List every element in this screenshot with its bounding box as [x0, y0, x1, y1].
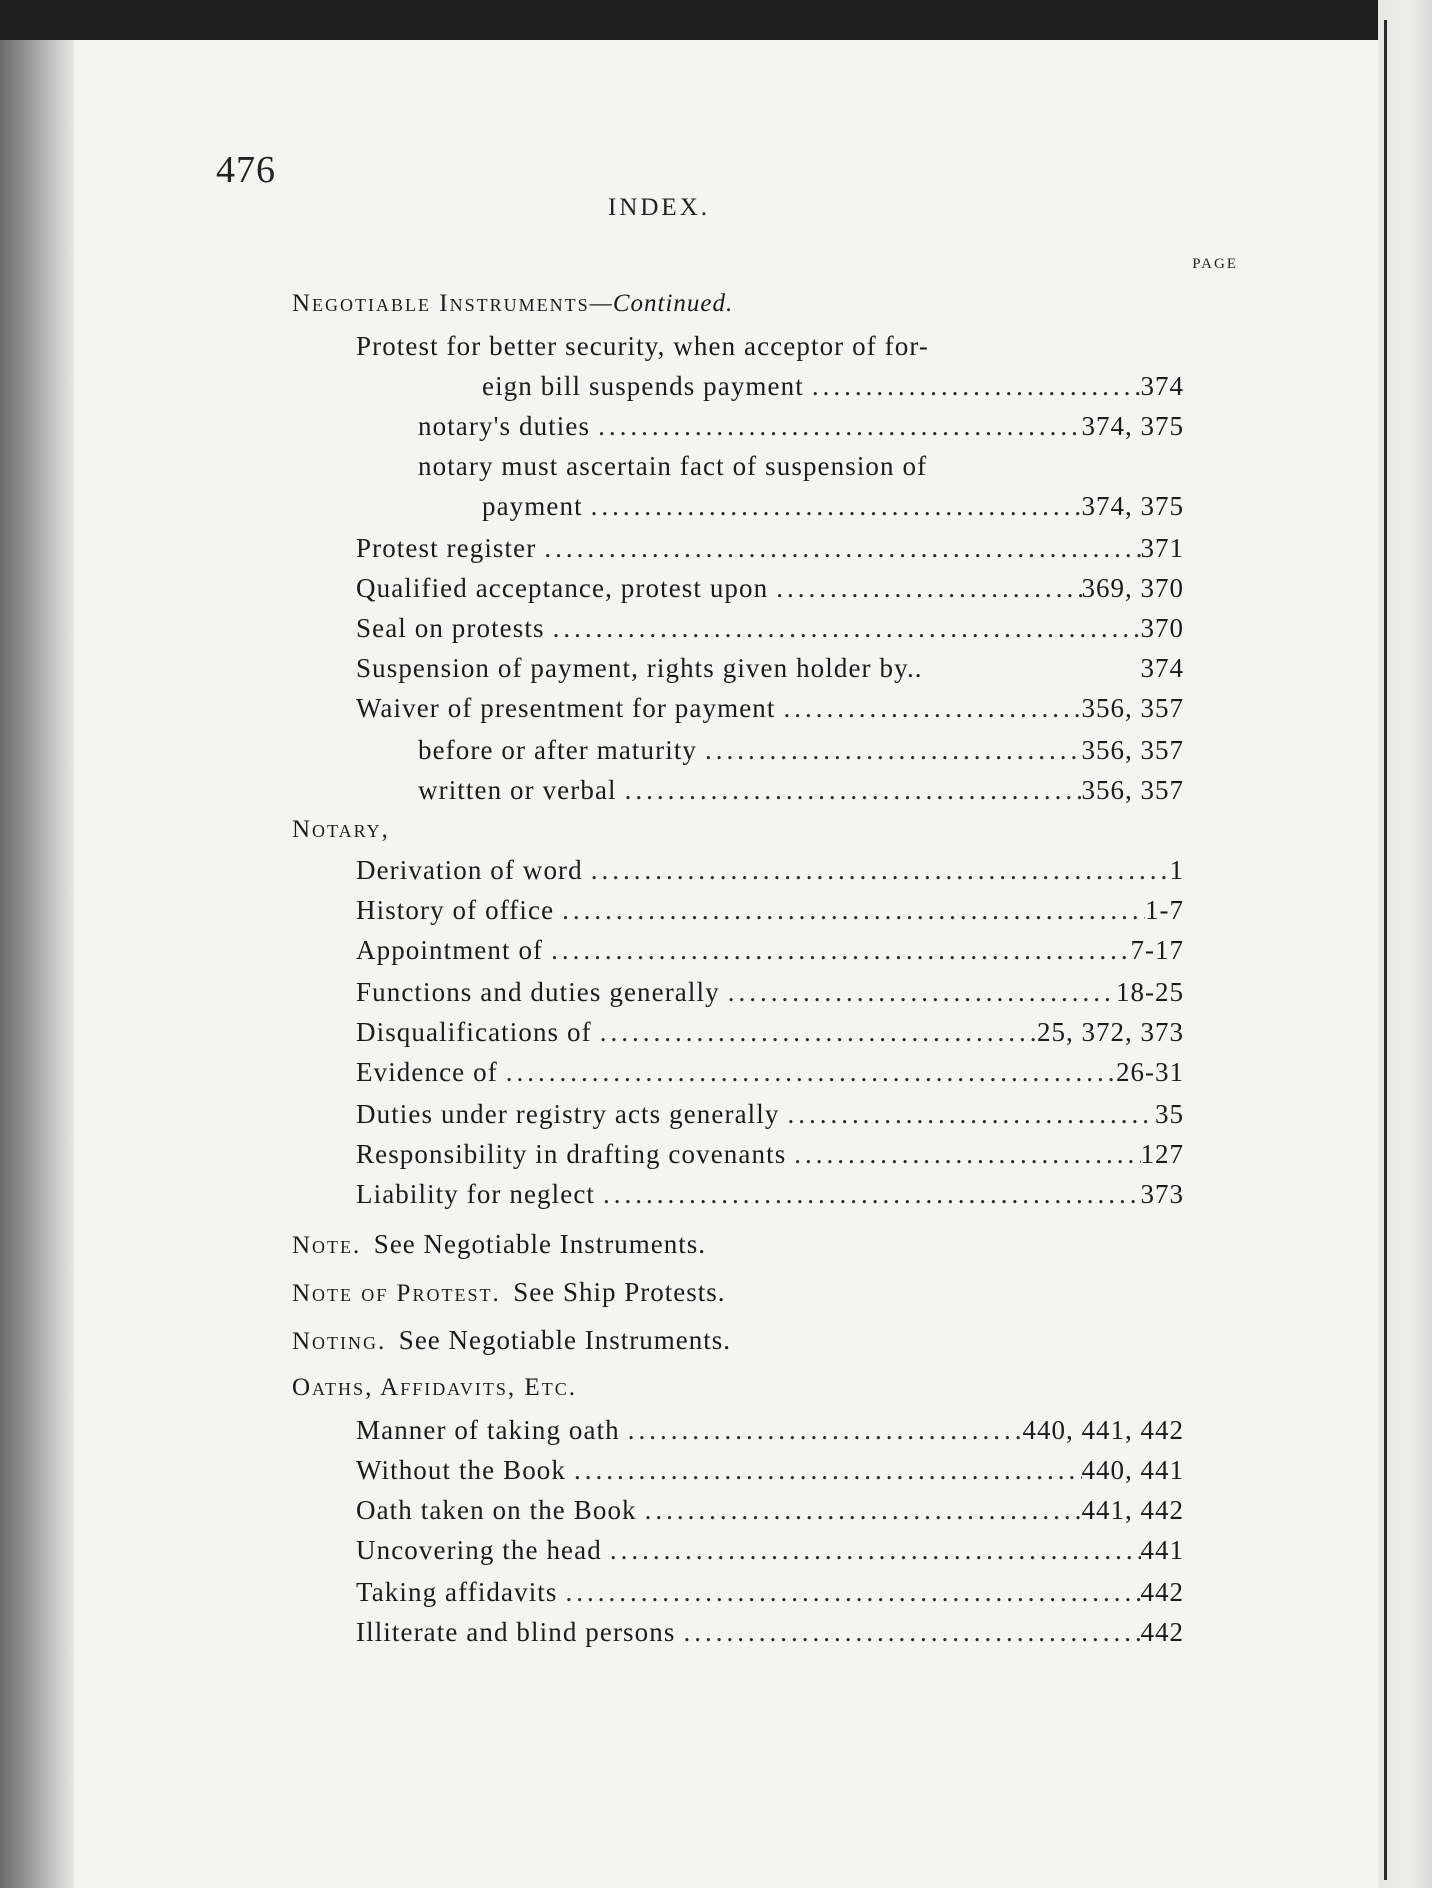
leader-dots [545, 610, 1141, 646]
entry-pages: 356, 357 [1081, 735, 1184, 765]
leader-dots [602, 1532, 1141, 1568]
index-entry [356, 650, 1184, 686]
index-entry [356, 530, 1184, 566]
heading-text: Negotiable Instruments [292, 290, 590, 317]
entry-text: Functions and duties generally [356, 977, 720, 1007]
index-heading-negotiable-instruments [292, 286, 733, 322]
index-entry [418, 732, 1184, 768]
entry-text: before or after maturity [418, 735, 698, 765]
page-number: 476 [216, 149, 276, 191]
heading-text: Note of Protest. [292, 1280, 501, 1307]
entry-text: Seal on protests [356, 613, 545, 643]
entry-text: Liability for neglect [356, 1179, 596, 1209]
leader-dots [543, 932, 1130, 968]
leader-dots [498, 1054, 1116, 1090]
entry-text: Duties under registry acts generally [356, 1099, 780, 1129]
index-entry [356, 1412, 1184, 1448]
entry-pages: 370 [1140, 613, 1184, 643]
entry-pages: 1-7 [1145, 895, 1184, 925]
entry-text: notary must ascertain fact of suspension of [418, 451, 928, 481]
index-heading-note-of-protest [292, 1274, 725, 1310]
leader-dots [697, 732, 1081, 768]
index-entry [356, 1532, 1184, 1568]
page-gutter-shadow [0, 0, 74, 1888]
entry-pages: 356, 357 [1081, 693, 1184, 723]
heading-continued: —Continued. [589, 290, 734, 317]
leader-dots [720, 974, 1116, 1010]
index-heading-notary [292, 812, 390, 848]
entry-text: notary's duties [418, 411, 591, 441]
entry-text: Qualified acceptance, protest upon [356, 573, 769, 603]
heading-text: Oaths, Affidavits, Etc. [292, 1374, 577, 1401]
entry-pages: 441 [1140, 1535, 1184, 1565]
entry-text: written or verbal [418, 775, 617, 805]
entry-pages: 442 [1140, 1617, 1184, 1647]
index-entry [482, 368, 1184, 404]
leader-dots [554, 892, 1145, 928]
leader-dots [583, 852, 1170, 888]
entry-text: Taking affidavits [356, 1577, 558, 1607]
index-heading-noting [292, 1322, 731, 1358]
leader-dots [620, 1412, 1023, 1448]
see-reference: See Negotiable Instruments. [398, 1325, 731, 1355]
entry-pages: 26-31 [1116, 1057, 1184, 1087]
index-entry [356, 1136, 1184, 1172]
index-entry [356, 1176, 1184, 1212]
index-entry [356, 1452, 1184, 1488]
entry-pages: 440, 441, 442 [1022, 1415, 1184, 1445]
index-heading-note [292, 1226, 706, 1262]
leader-dots [592, 1014, 1037, 1050]
leader-dots [775, 690, 1081, 726]
index-entry [356, 1014, 1184, 1050]
index-entry [356, 892, 1184, 928]
entry-pages: 374 [1140, 653, 1184, 683]
index-entry [482, 488, 1184, 524]
index-entry [356, 1574, 1184, 1610]
entry-pages: 369, 370 [1081, 573, 1184, 603]
index-entry [418, 408, 1184, 444]
entry-text: Disqualifications of [356, 1017, 592, 1047]
entry-text: eign bill suspends payment [482, 371, 804, 401]
running-head: INDEX. [608, 194, 711, 221]
entry-pages: 374, 375 [1081, 491, 1184, 521]
entry-text: Uncovering the head [356, 1535, 602, 1565]
leader-dots [637, 1492, 1082, 1528]
index-entry [356, 852, 1184, 888]
index-entry [356, 690, 1184, 726]
index-entry [356, 610, 1184, 646]
index-entry [356, 328, 1104, 364]
heading-text: Notary, [292, 816, 390, 843]
index-entry [356, 1054, 1184, 1090]
entry-pages: 7-17 [1130, 935, 1184, 965]
leader-dots [590, 408, 1081, 444]
index-entry [356, 1614, 1184, 1650]
entry-text: Suspension of payment, rights given holder by.. [356, 653, 923, 683]
page-column-label: PAGE [1192, 256, 1238, 272]
leader-dots [779, 1096, 1155, 1132]
leader-dots [617, 772, 1082, 808]
entry-text: payment [482, 491, 583, 521]
leader-dots [566, 1452, 1081, 1488]
entry-pages: 441, 442 [1081, 1495, 1184, 1525]
entry-pages: 35 [1155, 1099, 1184, 1129]
entry-text: Without the Book [356, 1455, 567, 1485]
leader-dots [768, 570, 1081, 606]
entry-text: Oath taken on the Book [356, 1495, 637, 1525]
entry-text: Waiver of presentment for payment [356, 693, 776, 723]
index-heading-oaths [292, 1370, 577, 1406]
index-entry [356, 974, 1184, 1010]
leader-dots [786, 1136, 1140, 1172]
leader-dots [675, 1614, 1140, 1650]
entry-pages: 356, 357 [1081, 775, 1184, 805]
entry-text: Appointment of [356, 935, 544, 965]
entry-text: Illiterate and blind persons [356, 1617, 676, 1647]
entry-text: History of office [356, 895, 555, 925]
index-entry [356, 1492, 1184, 1528]
entry-pages: 440, 441 [1081, 1455, 1184, 1485]
entry-pages: 127 [1140, 1139, 1184, 1169]
entry-text: Manner of taking oath [356, 1415, 620, 1445]
entry-text: Responsibility in drafting covenants [356, 1139, 787, 1169]
leader-dots [583, 488, 1082, 524]
index-entry [418, 772, 1184, 808]
heading-text: Noting. [292, 1328, 387, 1355]
see-reference: See Negotiable Instruments. [373, 1229, 706, 1259]
entry-pages: 18-25 [1116, 977, 1184, 1007]
heading-text: Note. [292, 1232, 362, 1259]
entry-pages: 442 [1140, 1577, 1184, 1607]
scan-top-border [0, 0, 1432, 40]
see-reference: See Ship Protests. [513, 1277, 726, 1307]
entry-text: Derivation of word [356, 855, 583, 885]
entry-pages: 373 [1140, 1179, 1184, 1209]
entry-pages: 374, 375 [1081, 411, 1184, 441]
leader-dots [595, 1176, 1140, 1212]
index-entry [356, 932, 1184, 968]
entry-pages: 374 [1140, 371, 1184, 401]
entry-text: Protest register [356, 533, 537, 563]
binding-edge-line [1384, 20, 1387, 1880]
entry-pages: 25, 372, 373 [1037, 1017, 1184, 1047]
leader-dots [804, 368, 1141, 404]
entry-text: Evidence of [356, 1057, 498, 1087]
entry-text: Protest for better security, when acceptor of for- [356, 331, 929, 361]
index-entry [418, 448, 1118, 484]
index-entry [356, 570, 1184, 606]
leader-dots [536, 530, 1140, 566]
leader-dots [558, 1574, 1141, 1610]
index-entry [356, 1096, 1184, 1132]
entry-pages: 1 [1169, 855, 1184, 885]
entry-pages: 371 [1140, 533, 1184, 563]
